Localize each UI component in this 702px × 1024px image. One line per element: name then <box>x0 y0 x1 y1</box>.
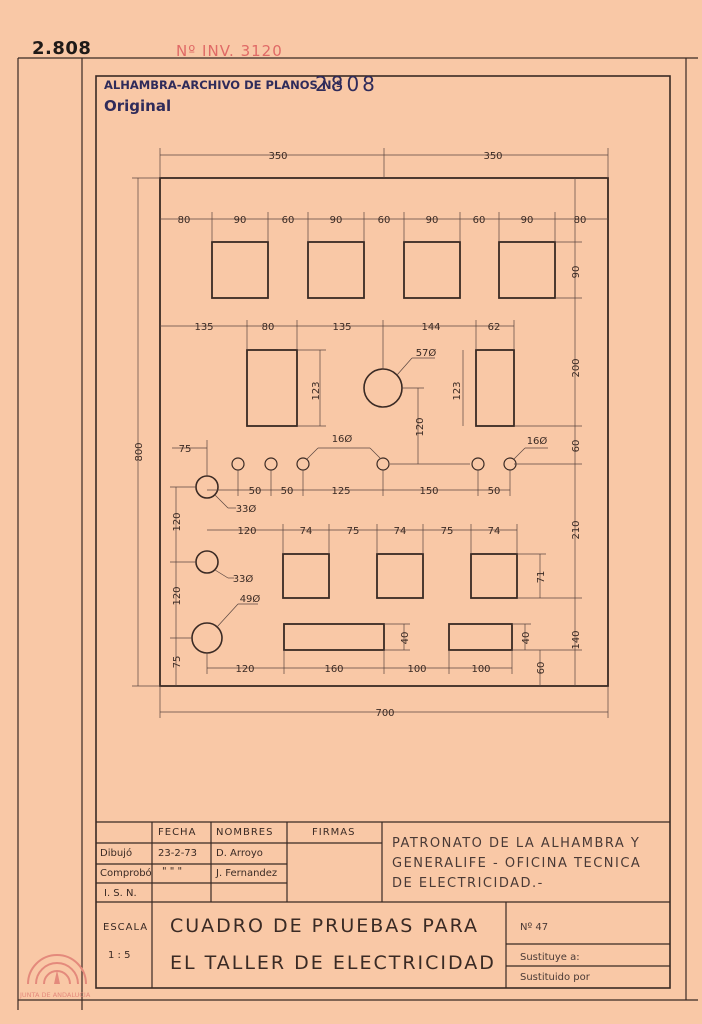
dim-box-71: 71 <box>536 570 547 584</box>
archive-title: ALHAMBRA-ARCHIVO DE PLANOS N.º <box>104 78 343 92</box>
hole-small-4 <box>377 458 389 470</box>
dim-row1-6: 60 <box>472 215 486 226</box>
dim-left-120-a: 120 <box>172 512 183 532</box>
dim-right-60: 60 <box>571 439 582 453</box>
dim-hole-33-b: 33Ø <box>232 574 254 585</box>
logo-text: JUNTA DE ANDALUCIA <box>20 991 91 999</box>
escala-label: ESCALA <box>103 922 149 933</box>
dim-row5-0: 120 <box>235 664 255 675</box>
plan-number: Nº 47 <box>520 922 549 933</box>
row-comprobo: Comprobó <box>100 868 152 879</box>
dim-row4-4: 75 <box>440 526 454 537</box>
dim-right-210: 210 <box>571 520 582 540</box>
dim-row2-2: 135 <box>332 322 352 333</box>
drawing-title-line-2: EL TALLER DE ELECTRICIDAD <box>170 952 496 974</box>
org-line-1: PATRONATO DE LA ALHAMBRA Y <box>392 836 641 851</box>
hole-49 <box>192 623 222 653</box>
escala-value: 1 : 5 <box>108 950 131 961</box>
dim-hole-49: 49Ø <box>239 594 261 605</box>
dim-row5-1: 160 <box>324 664 344 675</box>
original-stamp: Original <box>104 97 172 115</box>
dim-row3-3: 150 <box>419 486 439 497</box>
dim-row1-4: 60 <box>377 215 391 226</box>
dim-right-60-bottom: 60 <box>536 661 547 675</box>
dim-right-140: 140 <box>571 630 582 650</box>
dim-hole-57: 57Ø <box>415 348 437 359</box>
dim-row1-0: 80 <box>177 215 191 226</box>
dim-hole-33-a: 33Ø <box>235 504 257 515</box>
hole-small-2 <box>265 458 277 470</box>
dim-row5-2: 100 <box>407 664 427 675</box>
cutout-slot-short <box>449 624 512 650</box>
row-isn: I. S. N. <box>104 888 137 899</box>
dim-row2-3: 144 <box>421 322 441 333</box>
sheet-corner-number: 2.808 <box>32 38 92 59</box>
hole-small-1 <box>232 458 244 470</box>
dim-row3-0: 50 <box>248 486 262 497</box>
sustituido-label: Sustituido por <box>520 972 590 983</box>
dim-row2-4: 62 <box>487 322 501 333</box>
dim-row3-4: 50 <box>487 486 501 497</box>
cutout-row4-3 <box>471 554 517 598</box>
dim-box-height-left: 123 <box>311 381 322 401</box>
comprobo-nombre: J. Fernandez <box>216 868 278 879</box>
dim-row1-7: 90 <box>520 215 534 226</box>
dim-row3-1: 50 <box>280 486 294 497</box>
dibujo-nombre: D. Arroyo <box>216 848 263 859</box>
dim-top-right: 350 <box>483 151 503 162</box>
col-fecha: FECHA <box>158 827 197 838</box>
dim-row4-3: 74 <box>393 526 407 537</box>
dim-left-75-top: 75 <box>178 444 192 455</box>
dim-row4-5: 74 <box>487 526 501 537</box>
dim-top-left: 350 <box>268 151 288 162</box>
dim-overall-width: 700 <box>375 708 395 719</box>
archive-number: 2808 <box>315 72 378 96</box>
dim-hole-16-a: 16Ø <box>331 434 353 445</box>
hole-small-3 <box>297 458 309 470</box>
dim-row4-1: 74 <box>299 526 313 537</box>
dim-left-75-bottom: 75 <box>172 655 183 669</box>
cutout-row1-4 <box>499 242 555 298</box>
dim-row5-3: 100 <box>471 664 491 675</box>
dim-box-height-right: 123 <box>452 381 463 401</box>
test-panel-outline <box>160 178 608 686</box>
hole-33-b <box>196 551 218 573</box>
dim-overall-height: 800 <box>134 442 145 462</box>
row-dibujo: Dibujó <box>100 848 133 859</box>
dimension-labels <box>134 151 586 719</box>
cutout-row1-2 <box>308 242 364 298</box>
cutout-row4-2 <box>377 554 423 598</box>
cutout-meter-right <box>476 350 514 426</box>
org-line-2: GENERALIFE - OFICINA TECNICA <box>392 856 642 871</box>
dim-row1-8: 80 <box>573 215 587 226</box>
hole-57 <box>364 369 402 407</box>
comprobo-fecha: " " " <box>162 866 183 877</box>
org-line-3: DE ELECTRICIDAD.- <box>392 876 544 891</box>
cutout-row4-1 <box>283 554 329 598</box>
dim-row4-0: 120 <box>237 526 257 537</box>
dim-row2-0: 135 <box>194 322 214 333</box>
dim-left-120-b: 120 <box>172 586 183 606</box>
dim-row1-3: 90 <box>329 215 343 226</box>
hole-33-a <box>196 476 218 498</box>
dim-box-40-b: 40 <box>521 631 532 645</box>
dibujo-fecha: 23-2-73 <box>158 848 198 859</box>
hole-small-5 <box>472 458 484 470</box>
dim-row1-2: 60 <box>281 215 295 226</box>
dim-row1-height: 90 <box>571 265 582 279</box>
dim-hole-16-b: 16Ø <box>526 436 548 447</box>
sustituye-label: Sustituye a: <box>520 952 580 963</box>
junta-andalucia-logo-icon <box>22 944 92 992</box>
drawing-title-line-1: CUADRO DE PRUEBAS PARA <box>170 915 480 937</box>
cutout-meter-left <box>247 350 297 426</box>
inventory-stamp: Nº INV. 3120 <box>176 42 283 60</box>
dim-row1-5: 90 <box>425 215 439 226</box>
dimension-lines <box>132 148 608 718</box>
dim-row2-1: 80 <box>261 322 275 333</box>
col-nombres: NOMBRES <box>216 827 274 838</box>
cutout-row1-1 <box>212 242 268 298</box>
cutout-row1-3 <box>404 242 460 298</box>
dim-box-40-a: 40 <box>400 631 411 645</box>
cutout-slot-long <box>284 624 384 650</box>
dim-row4-2: 75 <box>346 526 360 537</box>
dim-row1-1: 90 <box>233 215 247 226</box>
dim-row3-2: 125 <box>331 486 351 497</box>
dim-right-200: 200 <box>571 358 582 378</box>
col-firmas: FIRMAS <box>312 827 356 838</box>
dim-gap-120: 120 <box>415 417 426 437</box>
